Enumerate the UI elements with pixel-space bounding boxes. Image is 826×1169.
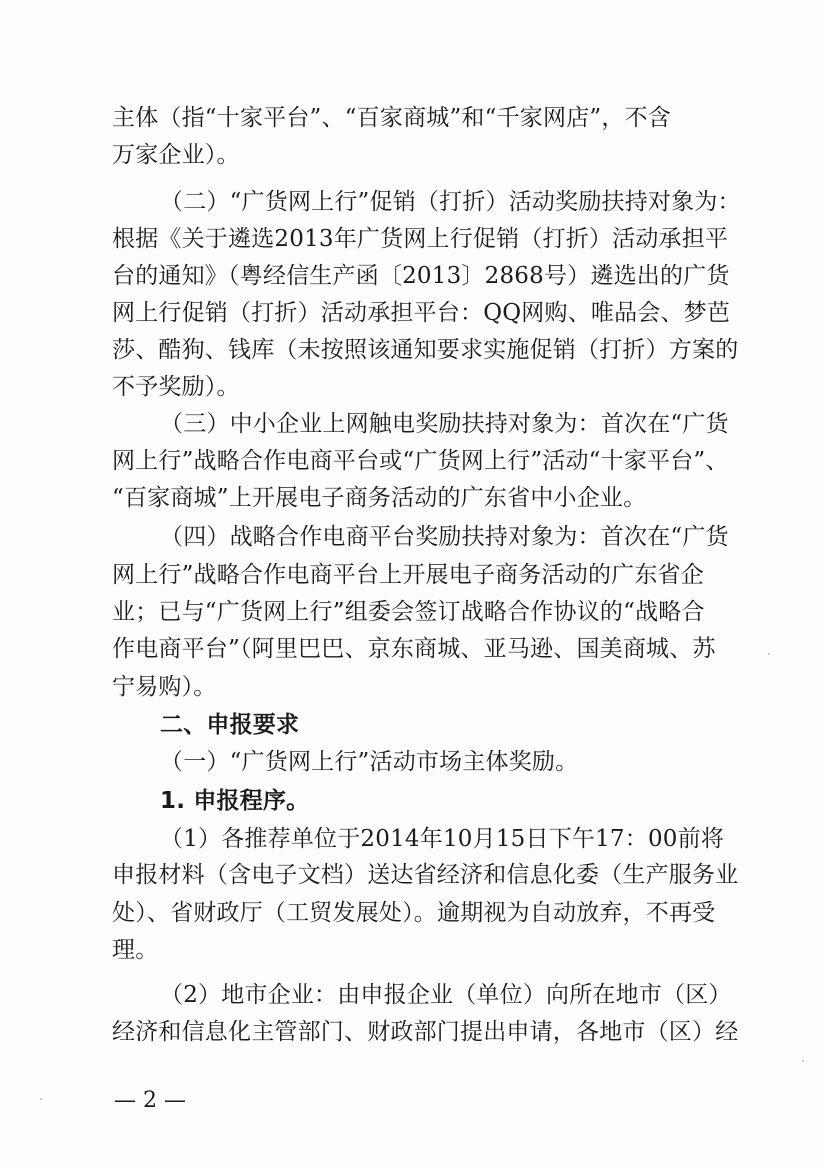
scan-speck [802, 1060, 804, 1062]
text-line: 网上行促销（打折）活动承担平台：QQ网购、唯品会、梦芭 [112, 300, 731, 326]
text-line: （1）各推荐单位于2014年10月15日下午17：00前将 [160, 826, 725, 852]
text-line: 申报材料（含电子文档）送达省经济和信息化委（生产服务业 [112, 862, 739, 888]
text-line: 理。 [112, 937, 159, 963]
text-line: “百家商城”上开展电子商务活动的广东省中小企业。 [112, 485, 647, 511]
text-line: （一）“广货网上行”活动市场主体奖励。 [160, 749, 579, 775]
text-line: 处）、省财政厅（工贸发展处）。逾期视为自动放弃，不再受 [112, 900, 716, 926]
text-line: 根据《关于遴选2013年广货网上行促销（打折）活动承担平 [112, 226, 729, 252]
text-line: 业；已与“广货网上行”组委会签订战略合作协议的“战略合 [112, 599, 705, 625]
text-line: 网上行”战略合作电商平台上开展电子商务活动的广东省企 [112, 562, 704, 588]
text-line: 主体（指“十家平台”、“百家商城”和“千家网店”，不含 [112, 105, 671, 131]
text-line: 台的通知》（粤经信生产函〔2013〕2868号）遴选出的广货 [112, 263, 730, 289]
scan-speck [40, 1098, 42, 1100]
text-line: （四）战略合作电商平台奖励扶持对象为：首次在“广货 [160, 524, 729, 550]
text-line: 万家企业）。 [112, 142, 240, 168]
text-line: 宁易购）。 [112, 674, 217, 700]
text-line: （2）地市企业：由申报企业（单位）向所在地市（区） [160, 982, 732, 1008]
text-line: 作电商平台”（阿里巴巴、京东商城、亚马逊、国美商城、苏 [112, 636, 716, 662]
text-line: 网上行”战略合作电商平台或“广货网上行”活动“十家平台”、 [112, 448, 729, 474]
subsection-heading: 1. 申报程序。 [160, 788, 310, 814]
text-line: 经济和信息化主管部门、财政部门提出申请，各地市（区）经 [112, 1019, 739, 1045]
page-number: — 2 — [114, 1088, 186, 1113]
text-line: （三）中小企业上网触电奖励扶持对象为：首次在“广货 [160, 411, 729, 437]
text-line: 莎、酷狗、钱库（未按照该通知要求实施促销（打折）方案的 [112, 337, 739, 363]
scan-speck [768, 653, 770, 655]
text-line: 不予奖励）。 [112, 374, 240, 400]
text-line: （二）“广货网上行”促销（打折）活动奖励扶持对象为： [160, 189, 741, 215]
section-heading: 二、申报要求 [160, 712, 300, 738]
